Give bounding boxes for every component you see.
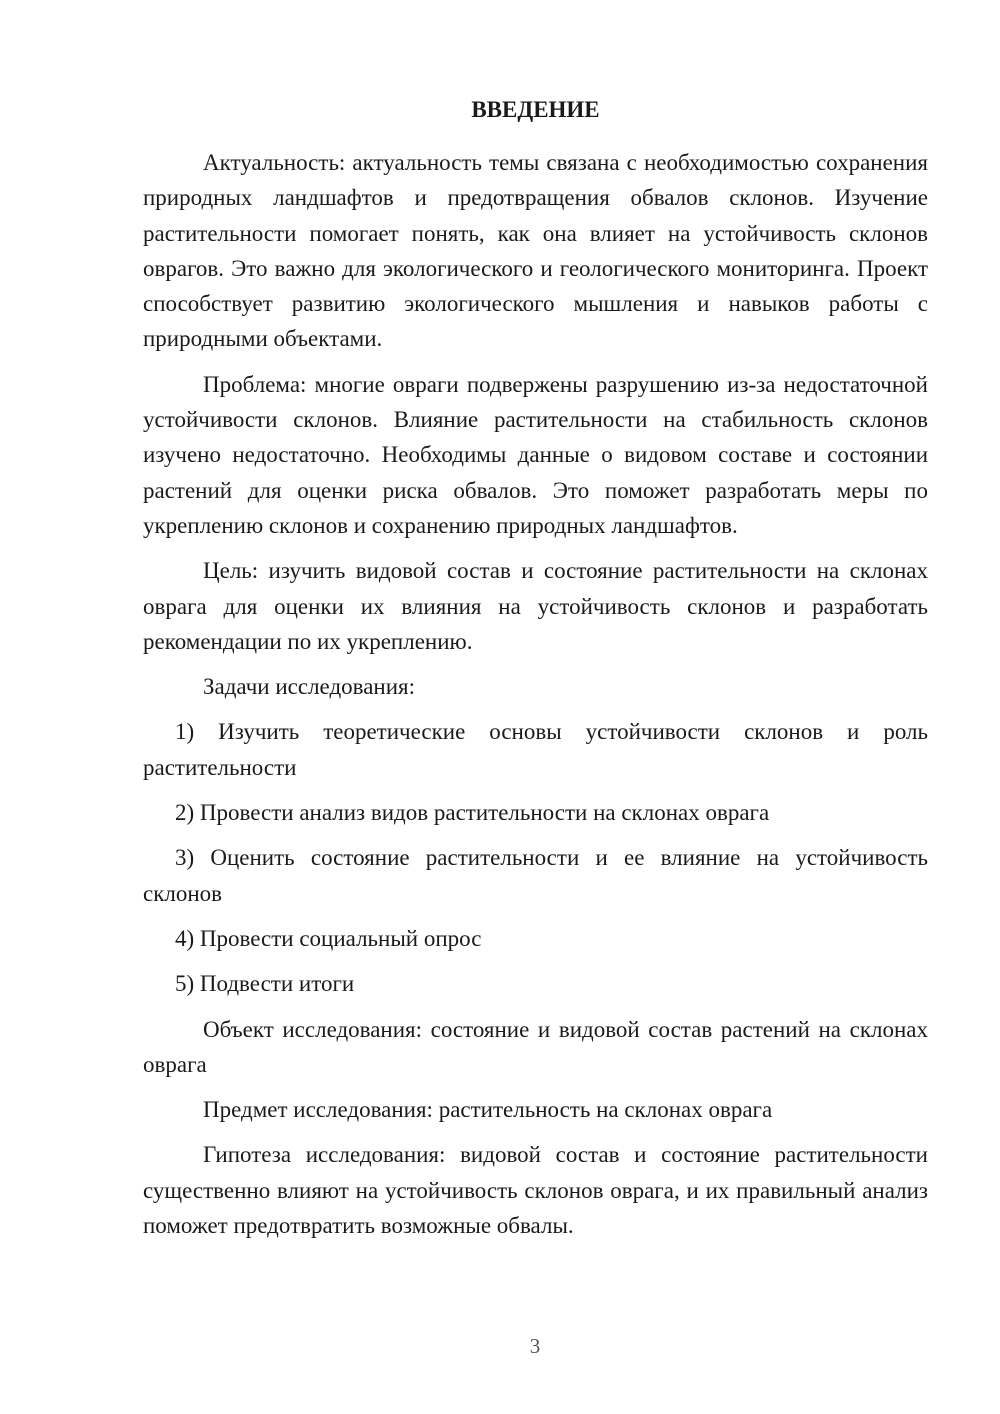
page-number: 3 <box>529 1334 541 1358</box>
list-item: 2) Провести анализ видов растительности на склонах оврага <box>175 800 770 826</box>
goal-paragraph: Цель: изучить видовой состав и состояние растительности на склонах оврага для оценки их влияния на устойчивость склонов и разработать рекомендации по их укреплению. <box>143 558 928 654</box>
list-item: 3) Оценить состояние растительности и ее влияние на устойчивость склонов <box>143 845 928 906</box>
subject-paragraph: Предмет исследования: растительность на склонах оврага <box>203 1097 773 1123</box>
document-page <box>143 95 928 1253</box>
tasks-list <box>143 714 928 1001</box>
list-item: 1) Изучить теоретические основы устойчивости склонов и роль растительности <box>143 719 928 780</box>
object-paragraph: Объект исследования: состояние и видовой состав растений на склонах оврага <box>143 1016 928 1077</box>
tasks-heading: Задачи исследования: <box>203 674 416 700</box>
relevance-paragraph: Актуальность: актуальность темы связана с необходимостью сохранения природных ландшафтов и предотвращения обвалов склонов. Изучение растительности помогает понять, как она влияет на устойчивость склонов оврагов. Это важно для экологического и геологического мониторинга. Проект способствует развитию экологического мышления и навыков работы с природными объектами. <box>143 150 928 352</box>
problem-paragraph: Проблема: многие овраги подвержены разрушению из-за недостаточной устойчивости склонов. Влияние растительности на стабильность склонов изучено недостаточно. Необходимы данные о видовом составе и состоянии растений для оценки риска обвалов. Это поможет разработать меры по укреплению склонов и сохранению природных ландшафтов. <box>143 371 928 538</box>
list-item: 5) Подвести итоги <box>175 971 355 997</box>
list-item: 4) Провести социальный опрос <box>175 925 482 951</box>
hypothesis-paragraph: Гипотеза исследования: видовой состав и состояние растительности существенно влияют на устойчивость склонов оврага, и их правильный анализ поможет предотвратить возможные обвалы. <box>143 1142 928 1239</box>
page-title: ВВЕДЕНИЕ <box>471 97 600 122</box>
